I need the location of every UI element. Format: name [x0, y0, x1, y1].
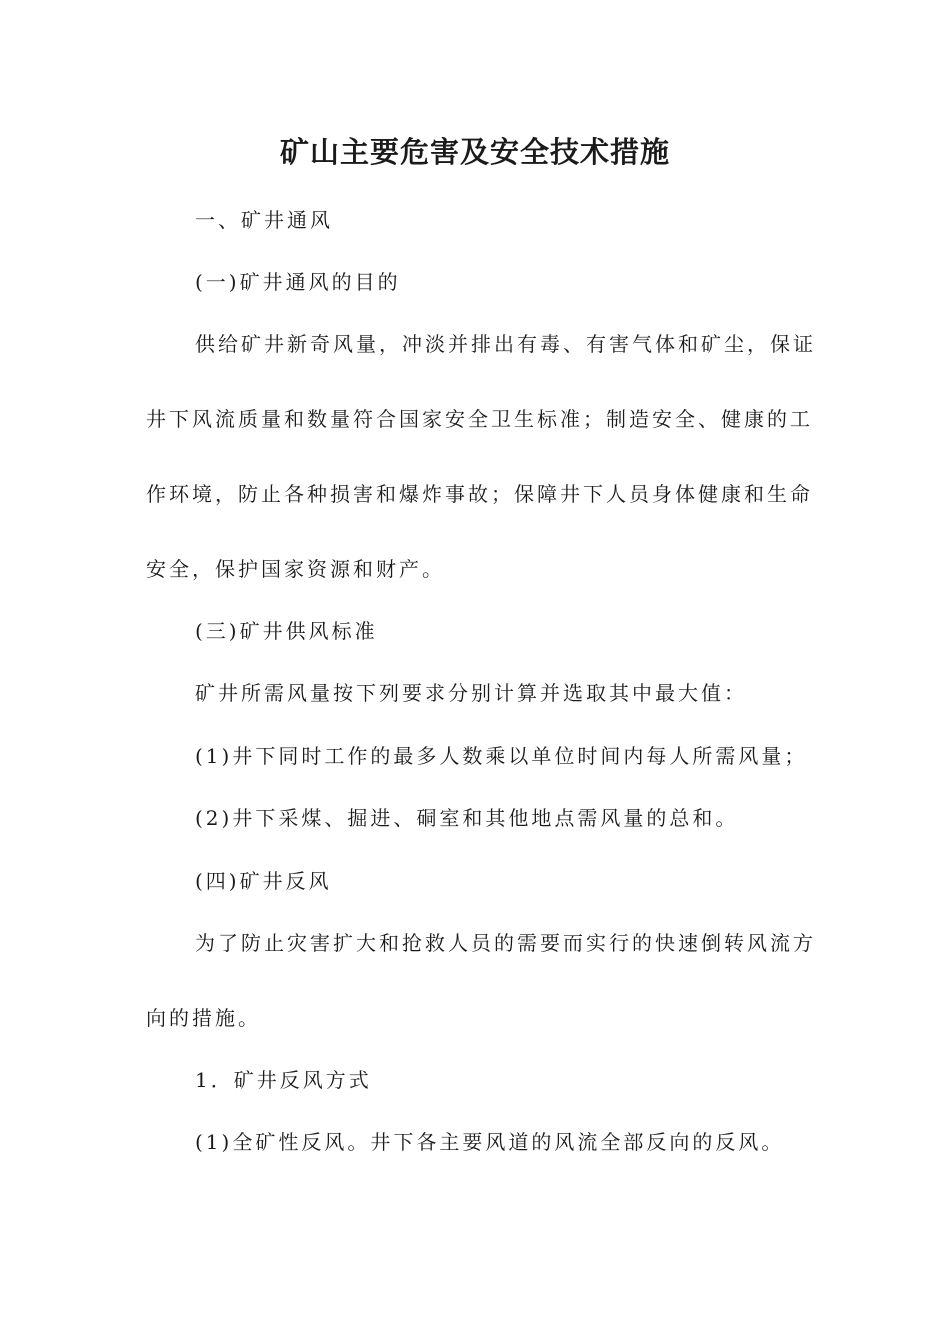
subsection-heading-purpose: (一)矿井通风的目的 [195, 270, 401, 294]
section-heading-ventilation: 一、矿井通风 [195, 208, 333, 232]
list-item: (1)井下同时工作的最多人数乘以单位时间内每人所需风量； [195, 744, 808, 768]
paragraph-line: 井下风流质量和数量符合国家安全卫生标准；制造安全、健康的工 [146, 407, 813, 431]
list-item: (1)全矿性反风。井下各主要风道的风流全部反向的反风。 [195, 1130, 785, 1154]
paragraph-line: 安全，保护国家资源和财产。 [146, 557, 445, 581]
subsection-heading-supply-standard: (三)矿井供风标准 [195, 619, 378, 643]
paragraph-line: 向的措施。 [146, 1006, 261, 1030]
paragraph-line: 供给矿井新奇风量，冲淡并排出有毒、有害气体和矿尘，保证 [195, 332, 816, 356]
subsection-heading-reversal: (四)矿井反风 [195, 869, 332, 893]
paragraph-line: 为了防止灾害扩大和抢救人员的需要而实行的快速倒转风流方 [195, 931, 816, 955]
paragraph-line: 作环境，防止各种损害和爆炸事故；保障井下人员身体健康和生命 [146, 482, 813, 506]
paragraph-line: 矿井所需风量按下列要求分别计算并选取其中最大值： [195, 681, 747, 705]
list-item: (2)井下采煤、掘进、硐室和其他地点需风量的总和。 [195, 806, 739, 830]
document-title: 矿山主要危害及安全技术措施 [279, 135, 670, 169]
numbered-heading-reversal-methods: 1．矿井反风方式 [195, 1068, 372, 1092]
